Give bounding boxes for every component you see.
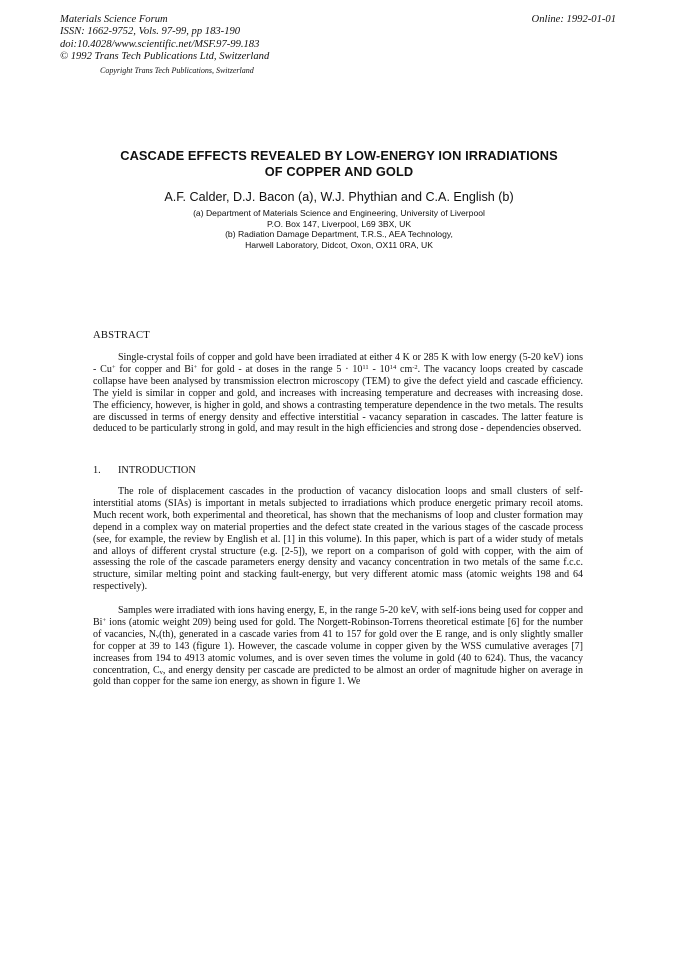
- intro-paragraph-2: Samples were irradiated with ions having energy, E, in the range 5-20 keV, with self-ions being used for copper and Bi+ ions (atomic weight 209) being used for gold. The Norgett-Robinson-Torrens theoretical estimate [6] for the number of vacancies, $N_v(th)$, generated in a cascade varies from 41 to 157 for gold over the E range, and is only slightly smaller for copper at 39 to 143 (figure 1). However, the cascade volume in copper given by the WSS cumulative averages [7] increases from 194 to 4913 atomic volumes, and is over seven times the volume in gold (40 to 624). Thus, the vacancy concentration, $C_v$, and energy density per cascade are predicted to be almost an order of magnitude higher on average in gold than copper for the same ion energy, as shown in figure 1. We: [93, 605, 583, 688]
- affiliation-line: (b) Radiation Damage Department, T.R.S., AEA Technology,: [225, 229, 453, 240]
- section-number: 1.: [93, 465, 101, 476]
- affiliations: [80, 208, 598, 250]
- copyright-line: © 1992 Trans Tech Publications Ltd, Switzerland: [60, 51, 270, 63]
- title-line-1: CASCADE EFFECTS REVEALED BY LOW-ENERGY ION IRRADIATIONS: [120, 148, 558, 163]
- paper-title: [90, 148, 588, 180]
- journal-name: Materials Science Forum: [60, 14, 168, 25]
- affiliation-line: P.O. Box 147, Liverpool, L69 3BX, UK: [266, 218, 412, 229]
- copyright-small: Copyright Trans Tech Publications, Switzerland: [100, 65, 254, 75]
- title-line-2: OF COPPER AND GOLD: [264, 164, 414, 179]
- issn-line: ISSN: 1662-9752, Vols. 97-99, pp 183-190: [60, 26, 241, 38]
- affiliation-line: (a) Department of Materials Science and Engineering, University of Liverpool: [193, 208, 485, 218]
- intro-paragraph-1: The role of displacement cascades in the production of vacancy dislocation loops and small clusters of self-interstitial atoms (SIAs) is important in metals subjected to irradiations which produce energetic primary recoil atoms. Much recent work, both experimental and theoretical, has shown that the mechanisms of loop and cluster formation may depend in a complex way on material properties and the defect state created in the various stages of the cascade process (see, for example, the review by English et al. [1] in this volume). In this paper, which is part of a wider study of metals and alloys of different crystal structure (e.g. [2-5]), we report on a comparison of gold with copper, with the aim of assessing the role of the cascade parameters energy density and vacancy concentration in two metals of the same f.c.c. structure, similar melting point and stacking fault-energy, but very different atomic mass (atomic weights 198 and 64 respectively).: [93, 486, 583, 593]
- affiliation-line: Harwell Laboratory, Didcot, Oxon, OX11 0RA, UK: [245, 239, 433, 250]
- authors: A.F. Calder, D.J. Bacon (a), W.J. Phythian and C.A. English (b): [164, 190, 514, 204]
- section-title: INTRODUCTION: [118, 465, 196, 476]
- abstract-text: Single-crystal foils of copper and gold have been irradiated at either 4 K or 285 K with low energy (5-20 keV) ions - Cu+ for copper and Bi+ for gold - at doses in the range $5 \cdot 10^{11} - 10^{14}$ $cm^{-2}$. The vacancy loops created by cascade collapse have been analysed by transmission electron microscopy (TEM) to give the defect yield and cascade efficiency. The yield is similar in copper and gold, and increases with increasing temperature and decreases with increasing dose. The efficiency, however, is higher in gold, and shows a contrasting temperature dependence in the two metals. The results are discussed in terms of energy density and effective interstitial - vacancy separation in cascades. The latter feature is deduced to be particularly strong in gold, and may result in the high efficiencies and strong dose - dependencies observed.: [93, 352, 583, 435]
- online-date: Online: 1992-01-01: [531, 14, 616, 25]
- journal-header: [60, 14, 269, 77]
- abstract-heading: ABSTRACT: [93, 330, 150, 341]
- doi-line[interactable]: doi:10.4028/www.scientific.net/MSF.97-99.183: [60, 38, 260, 50]
- section-heading-introduction: [93, 465, 196, 476]
